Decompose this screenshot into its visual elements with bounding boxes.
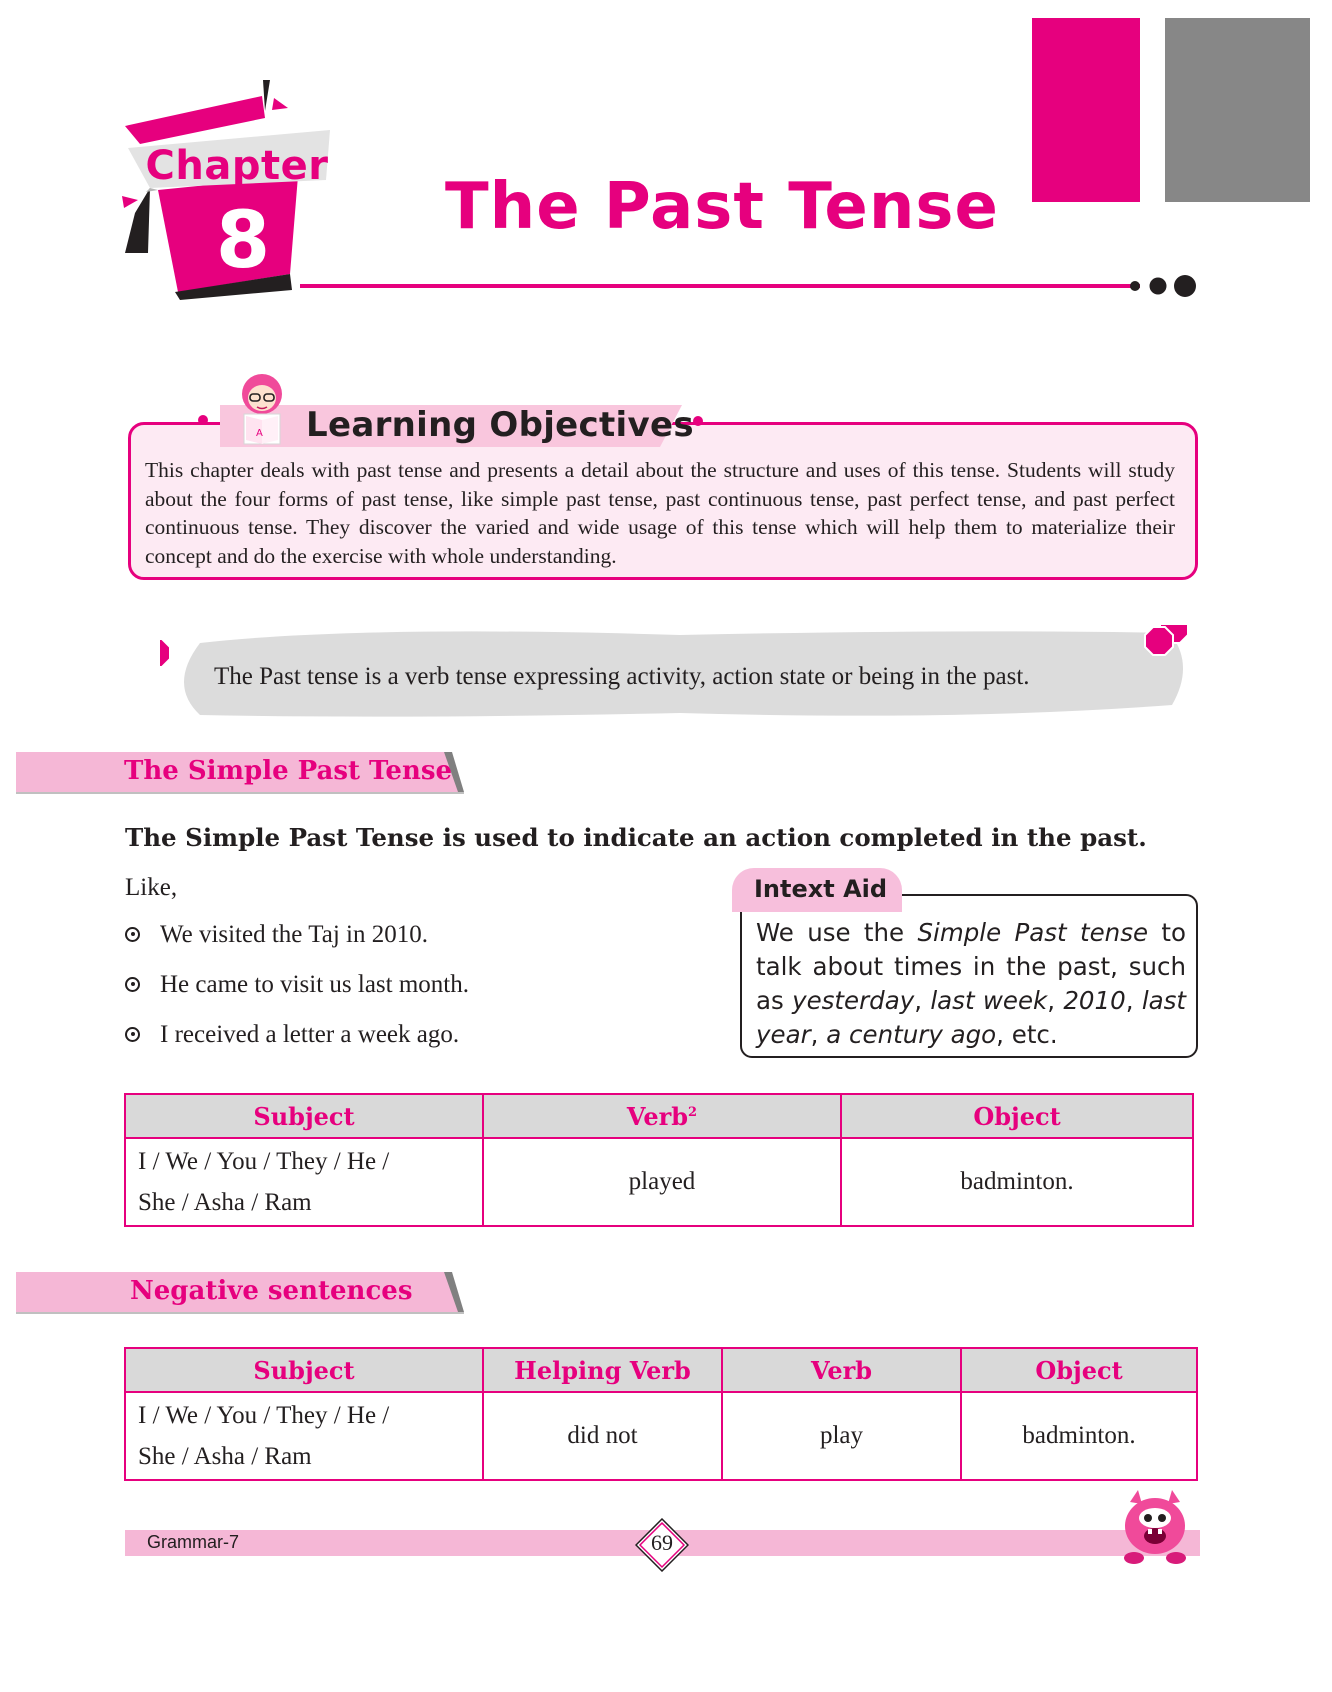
definition-text: The Past tense is a verb tense expressing activity, action state or being in the past. xyxy=(214,663,1030,690)
footer-book-title: Grammar-7 xyxy=(147,1532,240,1552)
learning-objectives-text: This chapter deals with past tense and presents a detail about the structure and uses of this tense. Students will study about the four forms of past tense, like simple past tense, past continuous tense, past perfect tense, and past perfect continuous tense. They discover the varied and wide usage of this tense which will help them to materialize their concept and do the exercise with whole understanding. xyxy=(145,458,1175,568)
column-header: Helping Verb xyxy=(483,1348,722,1392)
column-header: Verb xyxy=(722,1348,961,1392)
example-text: He came to visit us last month. xyxy=(160,971,469,998)
example-text: I received a letter a week ago. xyxy=(160,1021,460,1048)
page-number: 69 xyxy=(651,1530,673,1555)
intext-aid-text: We use the Simple Past tense to talk about times in the past, such as yesterday, last week, 2010, last year, a century ago, etc. xyxy=(756,918,1187,1049)
helping-verb-cell: did not xyxy=(483,1392,722,1480)
chapter-label: Chapter xyxy=(145,143,329,189)
negative-table xyxy=(124,1347,1198,1481)
table-header-row xyxy=(125,1348,1197,1392)
intext-aid-title: Intext Aid xyxy=(754,875,888,903)
title-underline xyxy=(300,284,1140,288)
table-header-row xyxy=(125,1094,1193,1138)
object-cell: badminton. xyxy=(841,1138,1193,1226)
simple-past-rule: The Simple Past Tense is used to indicate an action completed in the past. xyxy=(125,823,1147,852)
table-row xyxy=(125,1392,1197,1480)
circle-bullet-icon xyxy=(125,1027,140,1042)
column-header: Verb$^2$ xyxy=(483,1094,841,1138)
circle-bullet-icon xyxy=(125,977,140,992)
column-header: Object xyxy=(841,1094,1193,1138)
chapter-number: 8 xyxy=(215,196,271,286)
section-heading-simple-past: The Simple Past Tense xyxy=(124,756,453,786)
section-heading-negative: Negative sentences xyxy=(130,1276,413,1306)
subject-cell: I / We / You / They / He / She / Asha / Ram xyxy=(125,1392,483,1480)
reading-girl-icon xyxy=(232,372,292,450)
title-dots-decoration xyxy=(1130,274,1205,298)
chapter-title: The Past Tense xyxy=(445,170,999,244)
object-cell: badminton. xyxy=(961,1392,1197,1480)
decorative-pink-block xyxy=(1032,18,1140,202)
example-text: We visited the Taj in 2010. xyxy=(160,921,428,948)
column-header: Object xyxy=(961,1348,1197,1392)
simple-past-table xyxy=(124,1093,1194,1227)
bullet-dot xyxy=(693,416,703,426)
table-row xyxy=(125,1138,1193,1226)
pink-monster-icon xyxy=(1120,1488,1190,1566)
verb-cell: play xyxy=(722,1392,961,1480)
verb-cell: played xyxy=(483,1138,841,1226)
like-label: Like, xyxy=(125,874,178,901)
decorative-grey-block xyxy=(1165,18,1310,202)
bullet-dot xyxy=(198,415,208,425)
column-header: Subject xyxy=(125,1094,483,1138)
svg-text:A: A xyxy=(256,428,263,439)
list-item xyxy=(125,921,428,949)
list-item xyxy=(125,1021,459,1049)
subject-cell: I / We / You / They / He / She / Asha / Ram xyxy=(125,1138,483,1226)
list-item xyxy=(125,971,469,999)
circle-bullet-icon xyxy=(125,927,140,942)
learning-objectives-title: Learning Objectives xyxy=(306,405,694,445)
column-header: Subject xyxy=(125,1348,483,1392)
